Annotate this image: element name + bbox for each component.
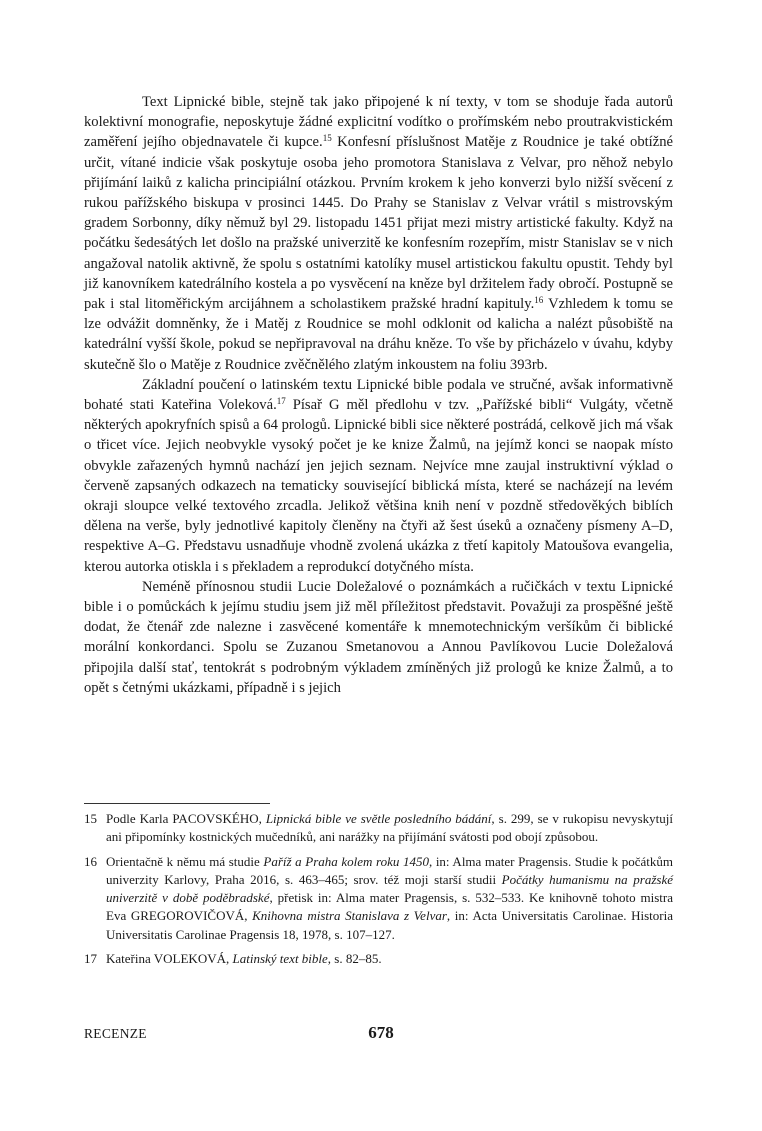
footnote-reference: 17 [276,396,286,407]
text-run: , s. 299, se v rukopisu nevyskytují ani připomínky kostnických mučedníků, ani narážky na přijímání svátosti pod obojí způsobou. [106,811,673,845]
text-run: , in: Acta Universitatis Carolinae. Historia Universitatis Carolinae Pragensis 18, 1978, s. 107–127. [106,908,673,942]
text-run: , s. 82–85. [327,951,382,967]
footnote-reference: 16 [534,295,544,306]
italic-title: Paříž a Praha kolem roku 1450 [263,853,429,869]
footnote-rule [84,803,270,804]
text-run: Text Lipnické bible, stejně tak jako připojené k ní texty, v tom se shoduje řada autorů kolektivní monografie, neposkytuje žádné explicitní vodítko o prořímském nebo proutrakvistickém zaměření jejího objednavatele či kupce. [84,94,673,151]
footnote-17 [84,950,673,968]
footnote-15 [84,810,673,847]
text-run: Konfesní příslušnost Matěje z Roudnice je také obtížné určit, vítané indicie však poskytuje osoba jeho promotora Stanislava z Velvar, pro něhož nebylo přijímání laiků z kalicha principiální otázkou. Prvním krokem k jeho konverzi bylo nižší svěcení z rukou pařížského biskupa v prosinci 1445. Do Prahy se Stanislav z Velvar vrátil s mistrovským gradem Sorbonny, díky němuž byl 29. listopadu 1451 přijat mezi mistry artistické fakulty. Když na počátku šedesátých let došlo na pražské univerzitě ke konfesním rozepřím, mistr Stanislav se v nich angažoval natolik aktivně, že spolu s ostatními katolíky musel artistickou fakultu opustit. Tehdy byl již kanovníkem katedrálního kostela a po vysvěcení na kněze byl držitelem řady obročí. Postupně se pak i stal litoměřickým arcijáhnem a scholastikem pražské hradní kapituly. [84,134,673,313]
italic-title: Počátky humanismu na pražské univerzitě v době poděbradské [106,871,673,906]
footnote-text [106,853,673,944]
italic-title: Lipnická bible ve světle posledního bádání [265,811,492,826]
footnote-reference: 15 [322,133,332,144]
page-number: 678 [368,1023,394,1042]
text-run: Podle Karla PACOVSKÉHO, [106,811,266,826]
text-run: Orientačně k němu má studie [106,853,264,869]
italic-title: Latinský text bible [232,951,328,967]
italic-title: Knihovna mistra Stanislava z Velvar [252,908,447,924]
text-run: Vzhledem k tomu se lze odvážit domněnky, že i Matěj z Roudnice se mohl odklonit od kalicha a nalézt působiště na katedrální vyšší škole, pokud se nepřipravoval na dráhu kněze. To vše by přicházelo v úvahu, kdyby skutečně šlo o Matěje z Roudnice zvěčnělého zlatým inkoustem na foliu 393rb. [84,296,673,373]
footnote-number: 15 [84,811,97,826]
footnote-text [106,810,673,847]
footnotes [84,810,673,974]
footnote-number: 16 [84,853,97,869]
text-run: , in: Alma mater Pragensis. Studie k počátkům univerzity Karlovy, Praha 2016, s. 463–465; srov. též moji starší studii [106,853,673,887]
text-run: Základní poučení o latinském textu Lipnické bible podala ve stručné, avšak informativně bohaté stati Kateřina Voleková. [84,376,673,414]
text-run: , přetisk in: Alma mater Pragensis, s. 532–533. Ke knihovně tohoto mistra Eva GREGOROVIČOVÁ, [106,890,673,924]
text-run: Kateřina VOLEKOVÁ, [106,951,233,967]
footnote-text [106,950,673,968]
paragraph-2 [84,375,673,577]
section-label: RECENZE [84,1026,147,1041]
text-run: Písař G měl předlohu v tzv. „Pařížské bibli“ Vulgáty, včetně některých apokryfních spisů a 64 prologů. Lipnické bibli sice některé postrádá, celkově jich má však o třicet více. Jejich neobvykle vysoký počet je ke knize Žalmů, na jejímž konci se naopak místo obvykle zařazených hymnů nachází jen jejich seznam. Nejvíce mne zaujal instruktivní výklad o červeně zapsaných odkazech na tematicky související biblická místa, které se nacházejí na levém okraji sloupce velké textového zrcadla. Jelikož většina knih není v pozdně středověkých biblích dělena na verše, byly jednotlivé kapitoly členěny na čtyři až šest úseků a označeny písmeny A–D, respektive A–G. Představu usnadňuje vhodně zvolená ukázka z třetí kapitoly Matoušova evangelia, kterou autorka otiskla i s překladem a reprodukcí dotyčného místa. [84,397,673,575]
paragraph-1 [84,92,673,375]
text-run: Neméně přínosnou studii Lucie Doležalové o poznámkách a ručičkách v textu Lipnické bible i o pomůckách k jejímu studiu jsem již měl příležitost představit. Považuji za prospěšné ještě dodat, že čtenář zde nalezne i zasvěcené komentáře k mnemotechnickým veršíkům či biblické morální konkordanci. Spolu se Zuzanou Smetanovou a Annou Pavlíkovou Lucie Doležalová připojila další stať, tentokrát s podrobným výkladem zmíněných již prologů ke knize Žalmů, a to opět s četnými ukázkami, případně i s jejich [84,578,673,696]
footnote-16 [84,853,673,944]
main-text [84,92,673,698]
footnote-number: 17 [84,951,97,967]
paragraph-3 [84,577,673,698]
